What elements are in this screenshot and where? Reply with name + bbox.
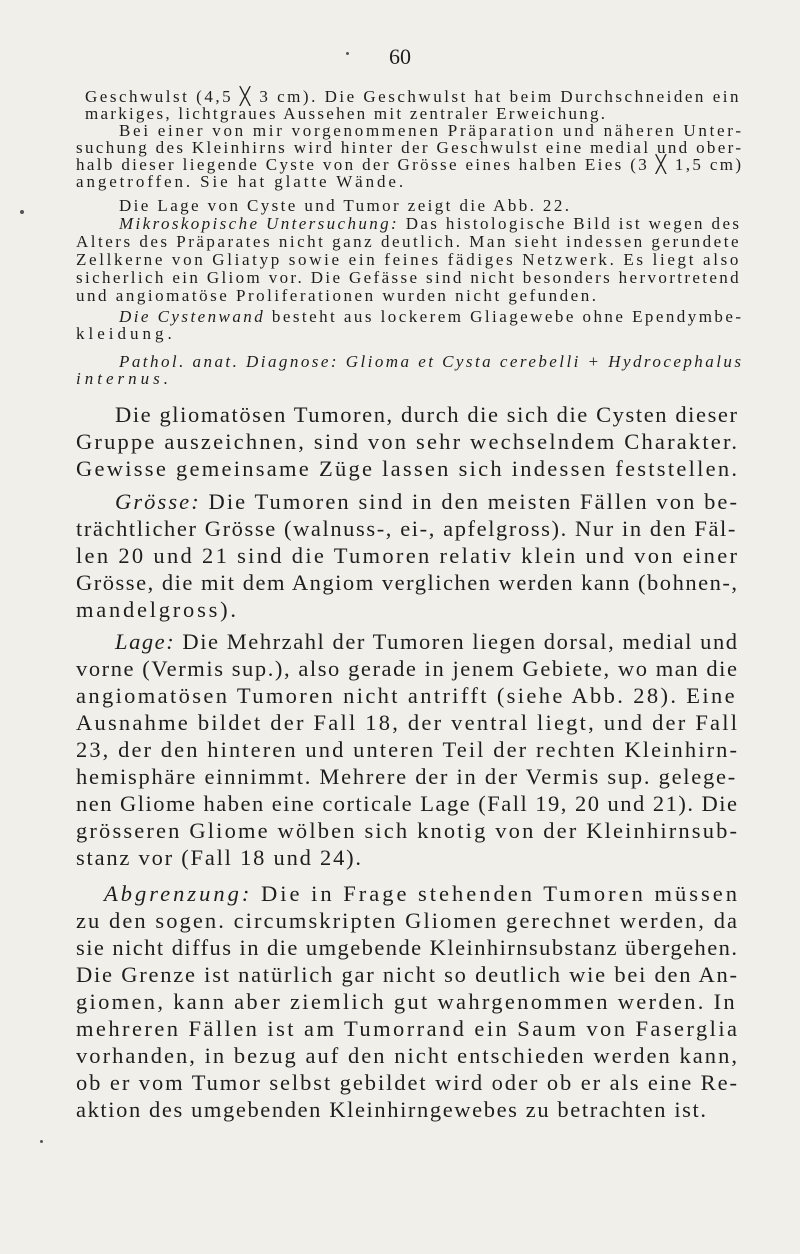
line-text: vorhanden, in bezug auf den nicht entschieden werden kann, <box>76 1043 740 1068</box>
line-text: Gewisse gemeinsame Züge lassen sich indessen feststellen. <box>76 456 740 481</box>
body-text-line <box>76 935 738 961</box>
body-text-line <box>76 791 738 817</box>
line-text: Die Mehrzahl der Tumoren liegen dorsal, medial und <box>175 629 739 654</box>
italic-heading: Mikroskopische Untersuchung: <box>119 214 400 233</box>
small-text-line <box>76 269 741 287</box>
italic-heading: Lage: <box>115 629 176 654</box>
small-text-line <box>76 370 172 388</box>
line-text: kleidung. <box>76 324 176 343</box>
line-text: ob er vom Tumor selbst gebildet wird oder ob er als eine Re- <box>76 1070 739 1095</box>
body-text-line <box>76 764 737 790</box>
print-speck <box>20 210 24 214</box>
body-text-line <box>76 597 239 623</box>
small-text-line <box>76 173 406 191</box>
line-text: trächtlicher Grösse (walnuss-, ei-, apfelgross). Nur in den Fäl- <box>76 516 737 541</box>
body-text-line <box>76 1070 739 1096</box>
body-text-line <box>76 845 363 871</box>
line-text: Die Tumoren sind in den meisten Fällen von be- <box>200 489 740 514</box>
body-text-line <box>76 456 739 482</box>
line-text: Zellkerne von Gliatyp sowie ein feines fädiges Netzwerk. Es liegt also <box>76 250 741 269</box>
body-text-line <box>76 908 739 934</box>
small-text-line <box>119 197 571 215</box>
italic-heading: Abgrenzung: <box>104 881 253 906</box>
line-text: len 20 und 21 sind die Tumoren relativ klein und von einer <box>76 543 740 568</box>
line-text: nen Gliome haben eine corticale Lage (Fall 19, 20 und 21). Die <box>76 791 739 816</box>
italic-heading: Grösse: <box>115 489 201 514</box>
body-text-line <box>76 570 739 596</box>
line-text: angiomatösen Tumoren nicht antrifft (siehe Abb. 28). Eine <box>76 683 737 708</box>
line-text: Gruppe auszeichnen, sind von sehr wechselndem Charakter. <box>76 429 740 454</box>
line-text: mandelgross). <box>76 597 239 622</box>
line-text: besteht aus lockerem Gliagewebe ohne Ependymbe- <box>265 307 744 326</box>
line-text: vorne (Vermis sup.), also gerade in jenem Gebiete, wo man die <box>76 656 739 681</box>
body-text-line <box>76 737 739 763</box>
italic-heading: Die Cystenwand <box>119 307 266 326</box>
print-speck <box>346 52 349 55</box>
page-number: 60 <box>389 44 411 69</box>
line-text: aktion des umgebenden Kleinhirngewebes zu betrachten ist. <box>76 1097 708 1122</box>
italic-heading: internus. <box>76 369 172 388</box>
line-text: und angiomatöse Proliferationen wurden nicht gefunden. <box>76 286 599 305</box>
small-text-line <box>76 251 741 269</box>
body-text-line <box>76 1016 739 1042</box>
body-text-line <box>115 402 739 428</box>
body-text-line <box>76 656 739 682</box>
body-text-line <box>76 818 739 844</box>
line-text: sicherlich ein Gliom vor. Die Gefässe sind nicht besonders hervortretend <box>76 268 741 287</box>
line-text: suchung des Kleinhirns wird hinter der Geschwulst eine medial und ober- <box>76 138 744 157</box>
print-speck <box>40 1140 43 1143</box>
line-text: Alters des Präparates nicht ganz deutlich. Man sieht indessen gerundete <box>76 232 741 251</box>
body-text-line <box>76 1097 708 1123</box>
small-text-line <box>119 308 743 326</box>
line-text: Grösse, die mit dem Angiom verglichen werden kann (bohnen-, <box>76 570 739 595</box>
line-text: giomen, kann aber ziemlich gut wahrgenommen werden. In <box>76 989 737 1014</box>
body-text-line <box>76 989 737 1015</box>
line-text: Das histologische Bild ist wegen des <box>399 214 742 233</box>
line-text: Ausnahme bildet der Fall 18, der ventral liegt, und der Fall <box>76 710 740 735</box>
line-text: sie nicht diffus in die umgebende Kleinhirnsubstanz übergehen. <box>76 935 739 960</box>
line-text: Die in Frage stehenden Tumoren müssen <box>252 881 740 906</box>
italic-heading: Pathol. anat. Diagnose: Glioma et Cysta cerebelli + Hydrocephalus <box>119 352 744 371</box>
body-text-line <box>76 962 739 988</box>
line-text: markiges, lichtgraues Aussehen mit zentraler Erweichung. <box>85 104 608 123</box>
line-text: Die gliomatösen Tumoren, durch die sich die Cysten dieser <box>115 402 739 427</box>
body-text-line <box>76 543 739 569</box>
body-text-line <box>115 629 739 655</box>
body-text-line <box>104 881 740 907</box>
line-text: zu den sogen. circumskripten Gliomen gerechnet werden, da <box>76 908 740 933</box>
body-text-line <box>76 516 737 542</box>
line-text: Geschwulst (4,5 ╳ 3 cm). Die Geschwulst hat beim Durchschneiden ein <box>85 87 741 106</box>
line-text: 23, der den hinteren und unteren Teil der rechten Kleinhirn- <box>76 737 740 762</box>
line-text: stanz vor (Fall 18 und 24). <box>76 845 363 870</box>
body-text-line <box>76 429 739 455</box>
body-text-line <box>76 683 737 709</box>
body-text-line <box>76 710 739 736</box>
body-text-line <box>76 1043 739 1069</box>
small-text-line <box>119 215 741 233</box>
line-text: Bei einer von mir vorgenommenen Präparation und näheren Unter- <box>119 121 744 140</box>
line-text: Die Lage von Cyste und Tumor zeigt die Abb. 22. <box>119 196 572 215</box>
line-text: angetroffen. Sie hat glatte Wände. <box>76 172 406 191</box>
small-text-line <box>76 233 741 251</box>
line-text: grösseren Gliome wölben sich knotig von der Kleinhirnsub- <box>76 818 740 843</box>
line-text: Die Grenze ist natürlich gar nicht so deutlich wie bei den An- <box>76 962 739 987</box>
small-text-line <box>76 325 176 343</box>
body-text-line <box>115 489 739 515</box>
small-text-line <box>76 287 599 305</box>
line-text: halb dieser liegende Cyste von der Grösse eines halben Eies (3 ╳ 1,5 cm) <box>76 155 744 174</box>
small-text-line <box>119 353 743 371</box>
line-text: mehreren Fällen ist am Tumorrand ein Saum von Faserglia <box>76 1016 740 1041</box>
line-text: hemisphäre einnimmt. Mehrere der in der Vermis sup. gelege- <box>76 764 737 789</box>
